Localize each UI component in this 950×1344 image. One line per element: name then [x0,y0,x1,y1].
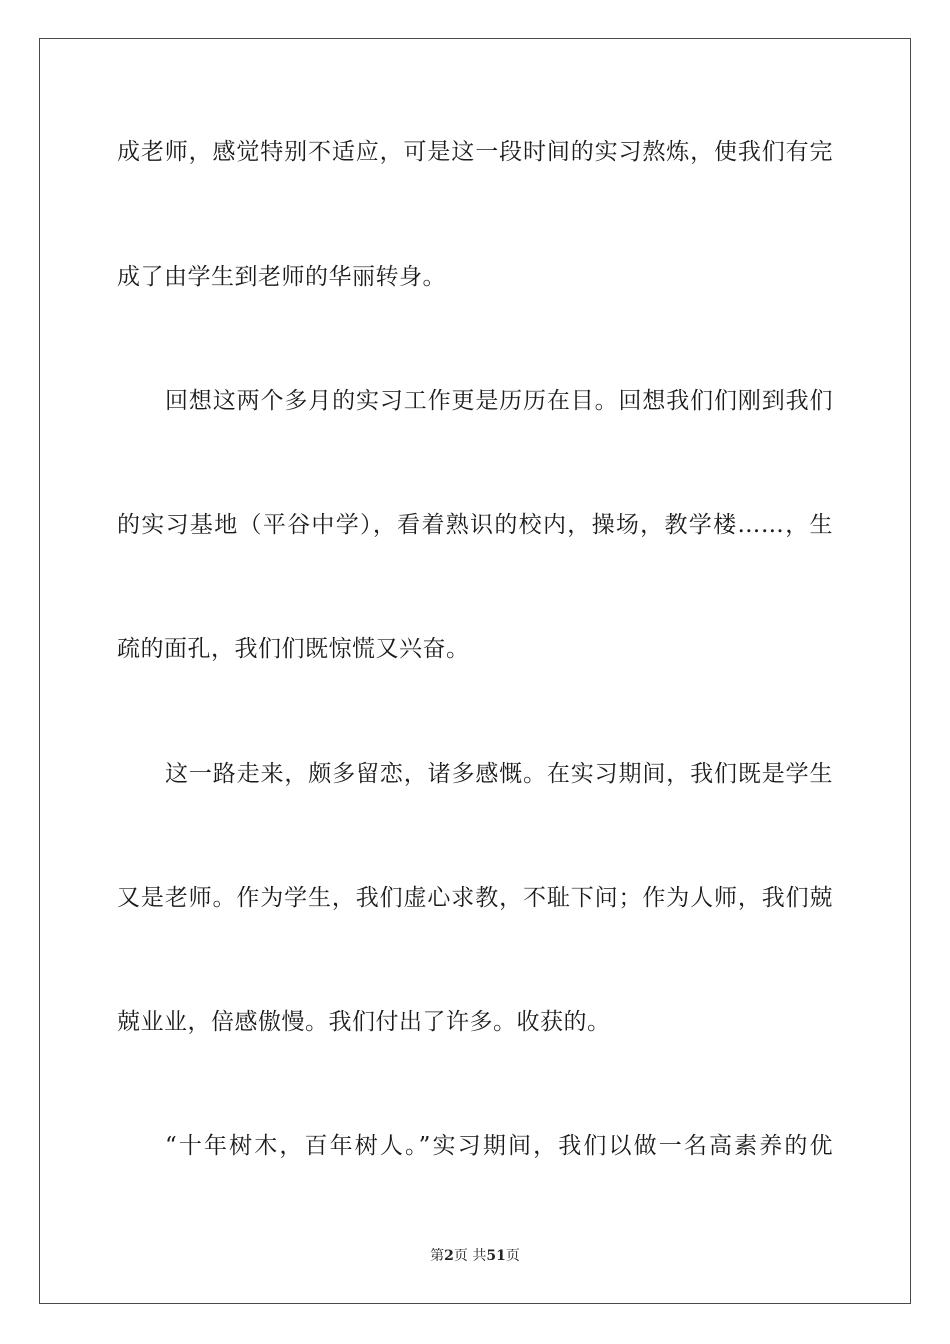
text-line-4: 的实习基地（平谷中学），看着熟识的校内，操场，教学楼……，生 [117,512,833,538]
text-line-9: “十年树木，百年树人。”实习期间，我们以做一名高素养的优 [165,1133,833,1159]
text-line-6: 这一路走来，颇多留恋，诸多感慨。在实习期间，我们既是学生 [165,761,833,787]
footer-page-prefix: 第 [430,1248,445,1264]
text-line-7: 又是老师。作为学生，我们虚心求教，不耻下问；作为人师，我们兢 [117,885,833,911]
footer-page-current: 2 [444,1248,454,1264]
text-line-1: 成老师，感觉特别不适应，可是这一段时间的实习熬炼，使我们有完 [117,139,833,165]
text-line-5: 疏的面孔，我们们既惊慌又兴奋。 [117,636,470,662]
footer-page-total: 51 [486,1248,506,1264]
page-footer [0,1247,950,1265]
text-line-3: 回想这两个多月的实习工作更是历历在目。回想我们们刚到我们 [165,388,833,414]
text-line-2: 成了由学生到老师的华丽转身。 [117,264,446,290]
footer-page-suffix: 页 [505,1248,520,1264]
text-line-8: 兢业业，倍感傲慢。我们付出了许多。收获的。 [117,1009,611,1035]
footer-page-mid: 页 共 [453,1248,487,1264]
page-border [39,38,911,1304]
